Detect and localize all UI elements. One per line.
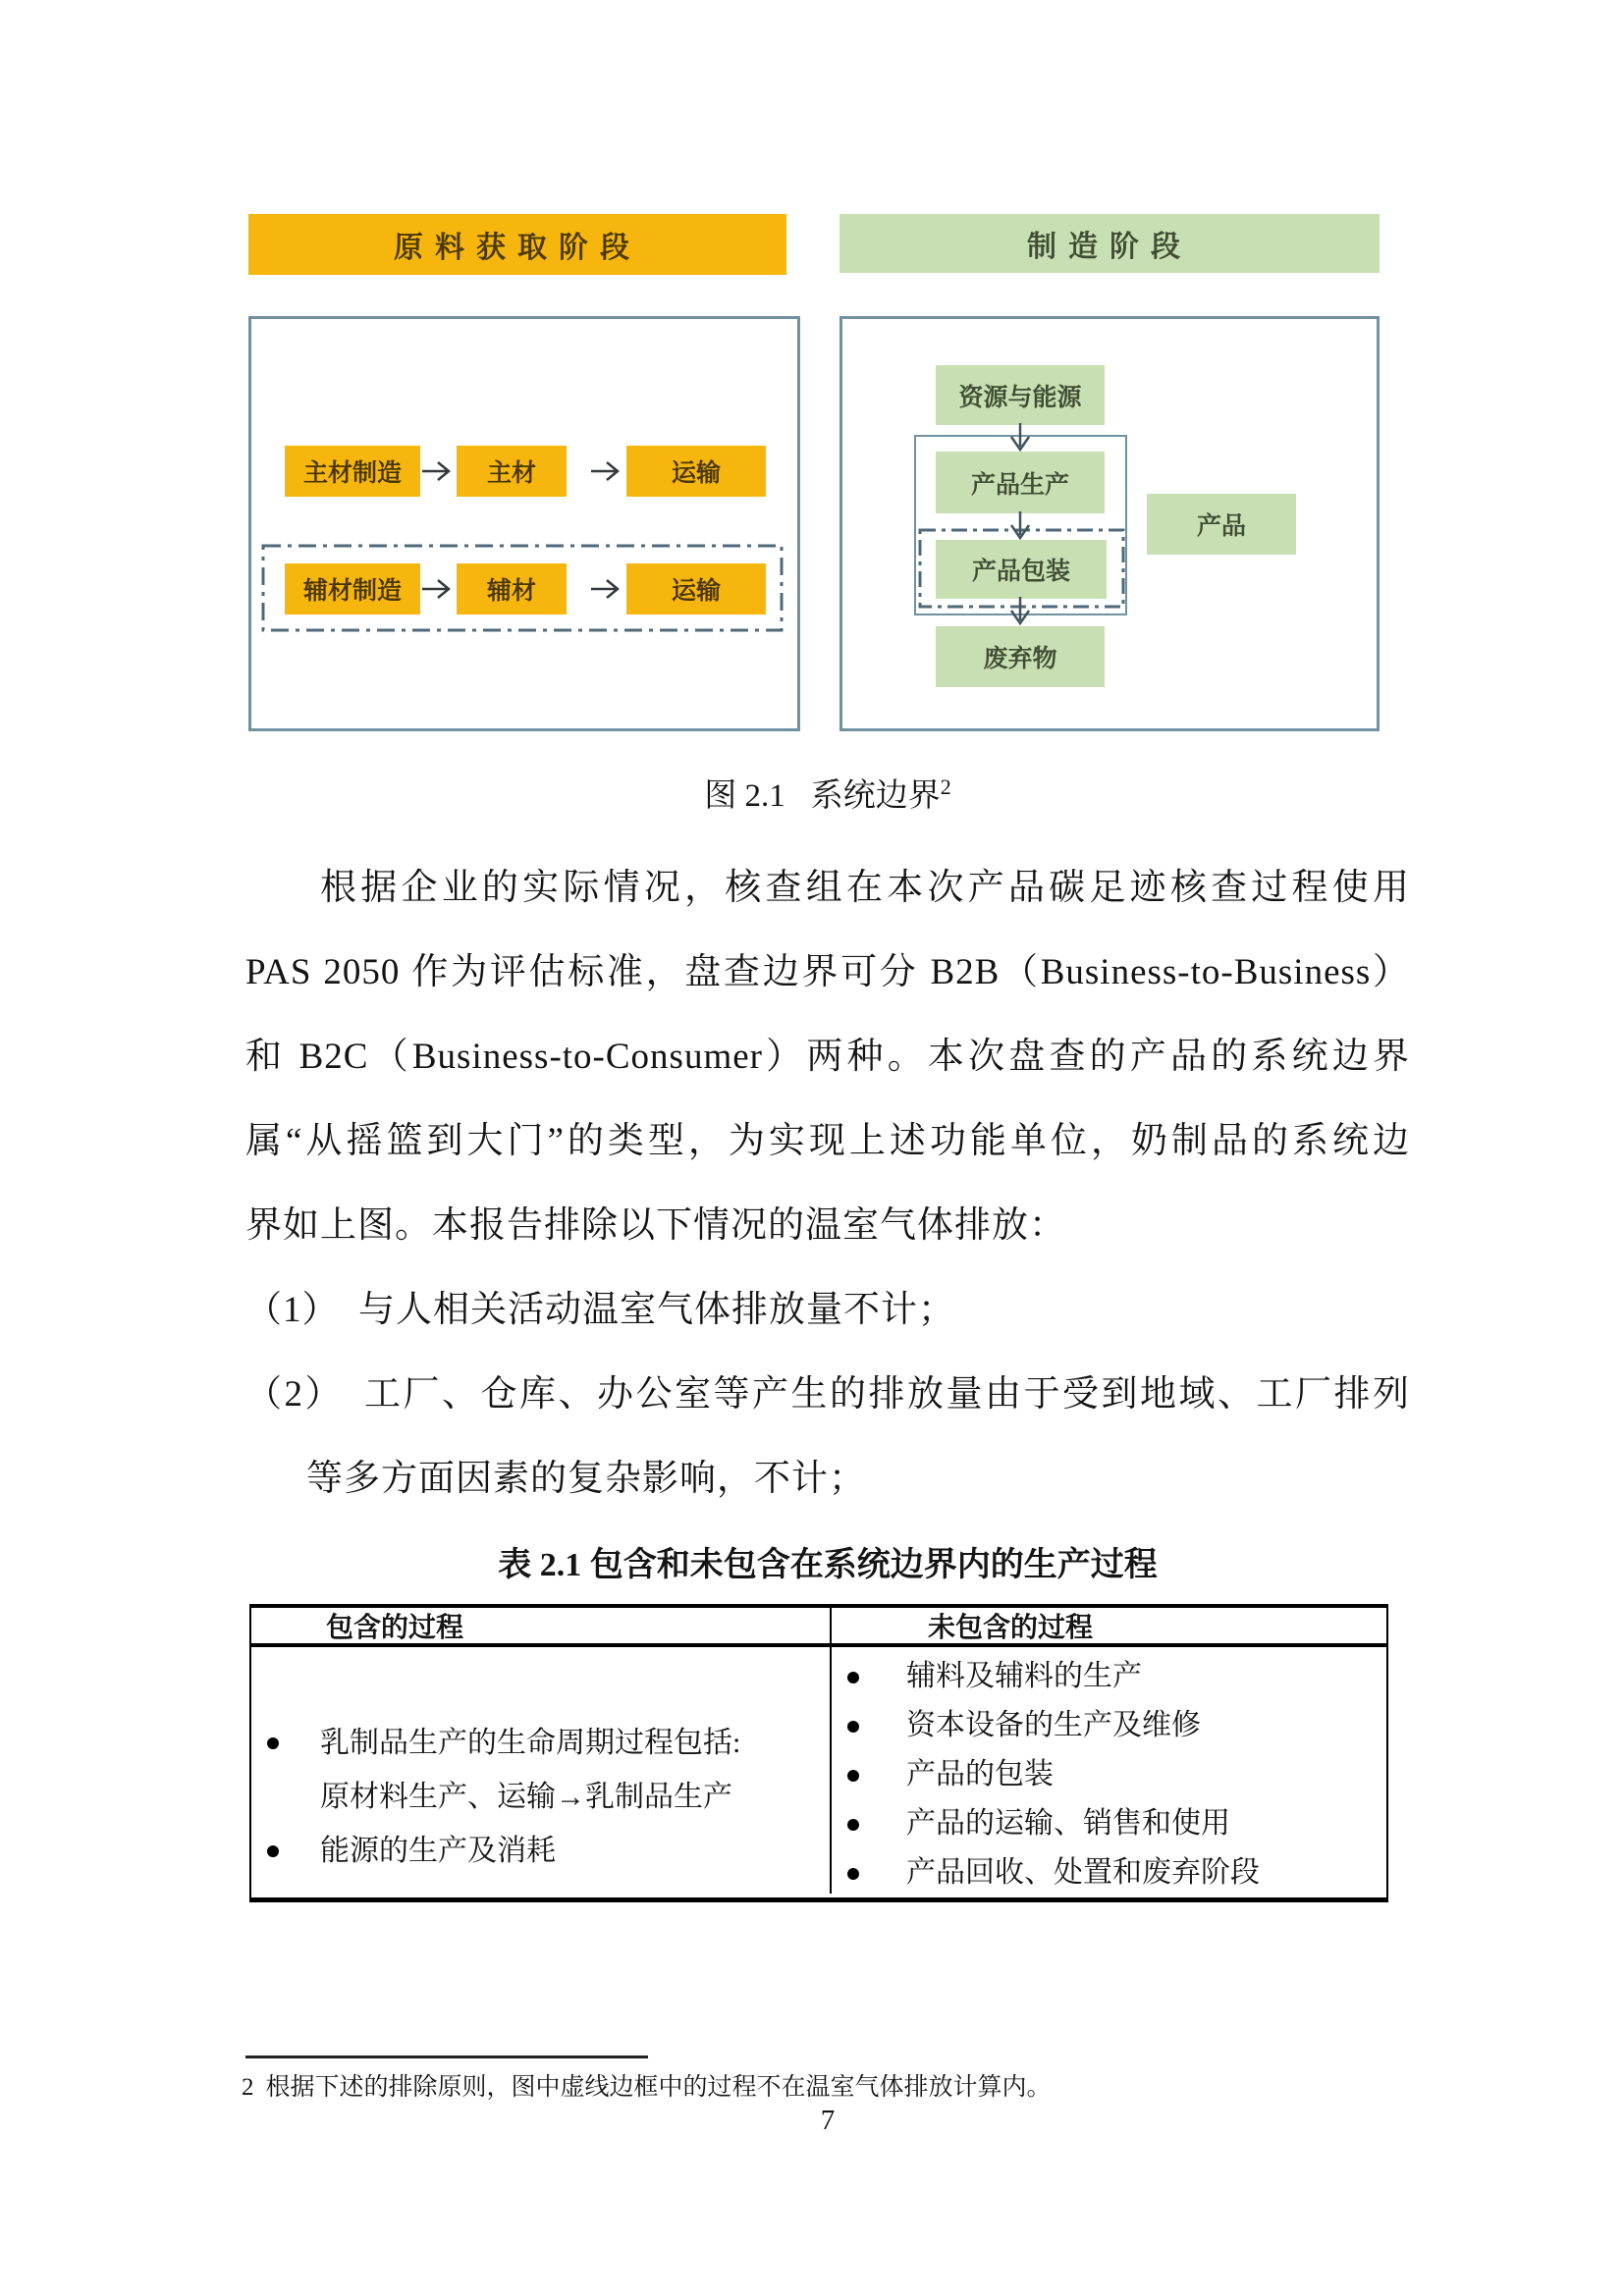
node-transport-1: 运输: [626, 446, 766, 497]
page-number: 7: [820, 2105, 836, 2136]
list-item-text: 乳制品生产的生命周期过程包括:: [320, 1727, 741, 1759]
node-main-material-manufacture: 主材制造: [285, 446, 420, 497]
arrow-right-icon: [589, 457, 624, 485]
arrow-right-icon: [589, 575, 624, 603]
node-aux-material-manufacture: 辅材制造: [285, 563, 420, 614]
list-item-text: 产品的运输、销售和使用: [906, 1807, 1230, 1840]
arrow-down-icon: [1008, 423, 1032, 453]
col-header-excluded: 未包含的过程: [928, 1613, 1094, 1643]
table-title: 表 2.1 包含和未包含在系统边界内的生产过程: [498, 1547, 1158, 1583]
bullet-icon: [267, 1737, 279, 1749]
stage-header-manufacturing: 制造阶段: [839, 214, 1380, 273]
node-aux-material: 辅材: [457, 563, 567, 614]
node-product-packaging: 产品包装: [936, 540, 1107, 599]
list-item: [832, 1652, 1386, 1701]
body-list-item-1: （1） 与人相关活动温室气体排放量不计；: [245, 1290, 955, 1330]
list-item-text: 能源的生产及消耗: [320, 1835, 556, 1867]
node-resources-energy: 资源与能源: [936, 365, 1105, 425]
body-list-item-2-cont: 等多方面因素的复杂影响，不计；: [306, 1459, 866, 1499]
node-transport-2: 运输: [626, 563, 766, 614]
list-item: [832, 1848, 1386, 1897]
raw-material-frame: [248, 316, 800, 731]
footnote-marker: 2: [242, 2074, 254, 2101]
body-list-item-2: （2） 工厂、仓库、办公室等产生的排放量由于受到地域、工厂排列: [245, 1374, 1410, 1415]
bullet-icon: [847, 1672, 859, 1683]
figure-caption-title: 系统边界: [810, 778, 941, 814]
node-waste: 废弃物: [936, 626, 1105, 687]
arrow-down-icon: [1008, 597, 1032, 626]
body-line: 属“从摇篮到大门”的类型，为实现上述功能单位，奶制品的系统边: [245, 1121, 1410, 1161]
bullet-icon: [847, 1721, 859, 1733]
col-header-included: 包含的过程: [251, 1608, 832, 1643]
stage-header-raw-material: 原料获取阶段: [248, 214, 786, 275]
figure-caption-footnote-ref: 2: [940, 774, 951, 799]
body-line: 根据企业的实际情况，核查组在本次产品碳足迹核查过程使用: [320, 868, 1410, 908]
body-line: 界如上图。本报告排除以下情况的温室气体排放：: [245, 1205, 1066, 1246]
list-item: [832, 1799, 1386, 1848]
arrow-right-icon: [420, 575, 456, 603]
list-item: [832, 1701, 1386, 1750]
system-boundary-table: [249, 1604, 1388, 1902]
footnote: [242, 2067, 1420, 2103]
bullet-icon: [267, 1845, 279, 1857]
node-product: 产品: [1147, 494, 1296, 555]
included-cell: [251, 1647, 832, 1894]
figure-caption-label: 图 2.1: [704, 778, 785, 814]
figure-caption: [245, 770, 1410, 816]
table-body-row: [251, 1647, 1386, 1894]
list-item-text: 辅料及辅料的生产: [906, 1660, 1142, 1692]
list-item: [251, 1716, 830, 1770]
body-line: 和 B2C（Business-to-Consumer）两种。本次盘查的产品的系统边界: [245, 1037, 1410, 1077]
list-item: [251, 1824, 830, 1878]
excluded-cell: [832, 1647, 1386, 1894]
arrow-down-icon: [1008, 511, 1032, 541]
footnote-divider: [245, 2056, 648, 2058]
list-item: [832, 1750, 1386, 1799]
list-item-continuation: 原材料生产、运输→乳制品生产: [320, 1781, 732, 1813]
arrow-right-icon: [420, 457, 456, 485]
bullet-icon: [847, 1819, 859, 1831]
node-product-production: 产品生产: [936, 452, 1105, 513]
table-header-row: [251, 1608, 1386, 1647]
list-item-text: 产品的包装: [906, 1758, 1054, 1790]
footnote-text: 根据下述的排除原则，图中虚线边框中的过程不在温室气体排放计算内。: [265, 2074, 1052, 2101]
node-main-material: 主材: [457, 446, 567, 497]
list-item-text: 产品回收、处置和废弃阶段: [906, 1856, 1260, 1889]
body-line: PAS 2050 作为评估标准，盘查边界可分 B2B（Business-to-Business）: [245, 952, 1410, 992]
bullet-icon: [847, 1868, 859, 1880]
bullet-icon: [847, 1770, 859, 1782]
list-item-text: 资本设备的生产及维修: [906, 1709, 1201, 1741]
